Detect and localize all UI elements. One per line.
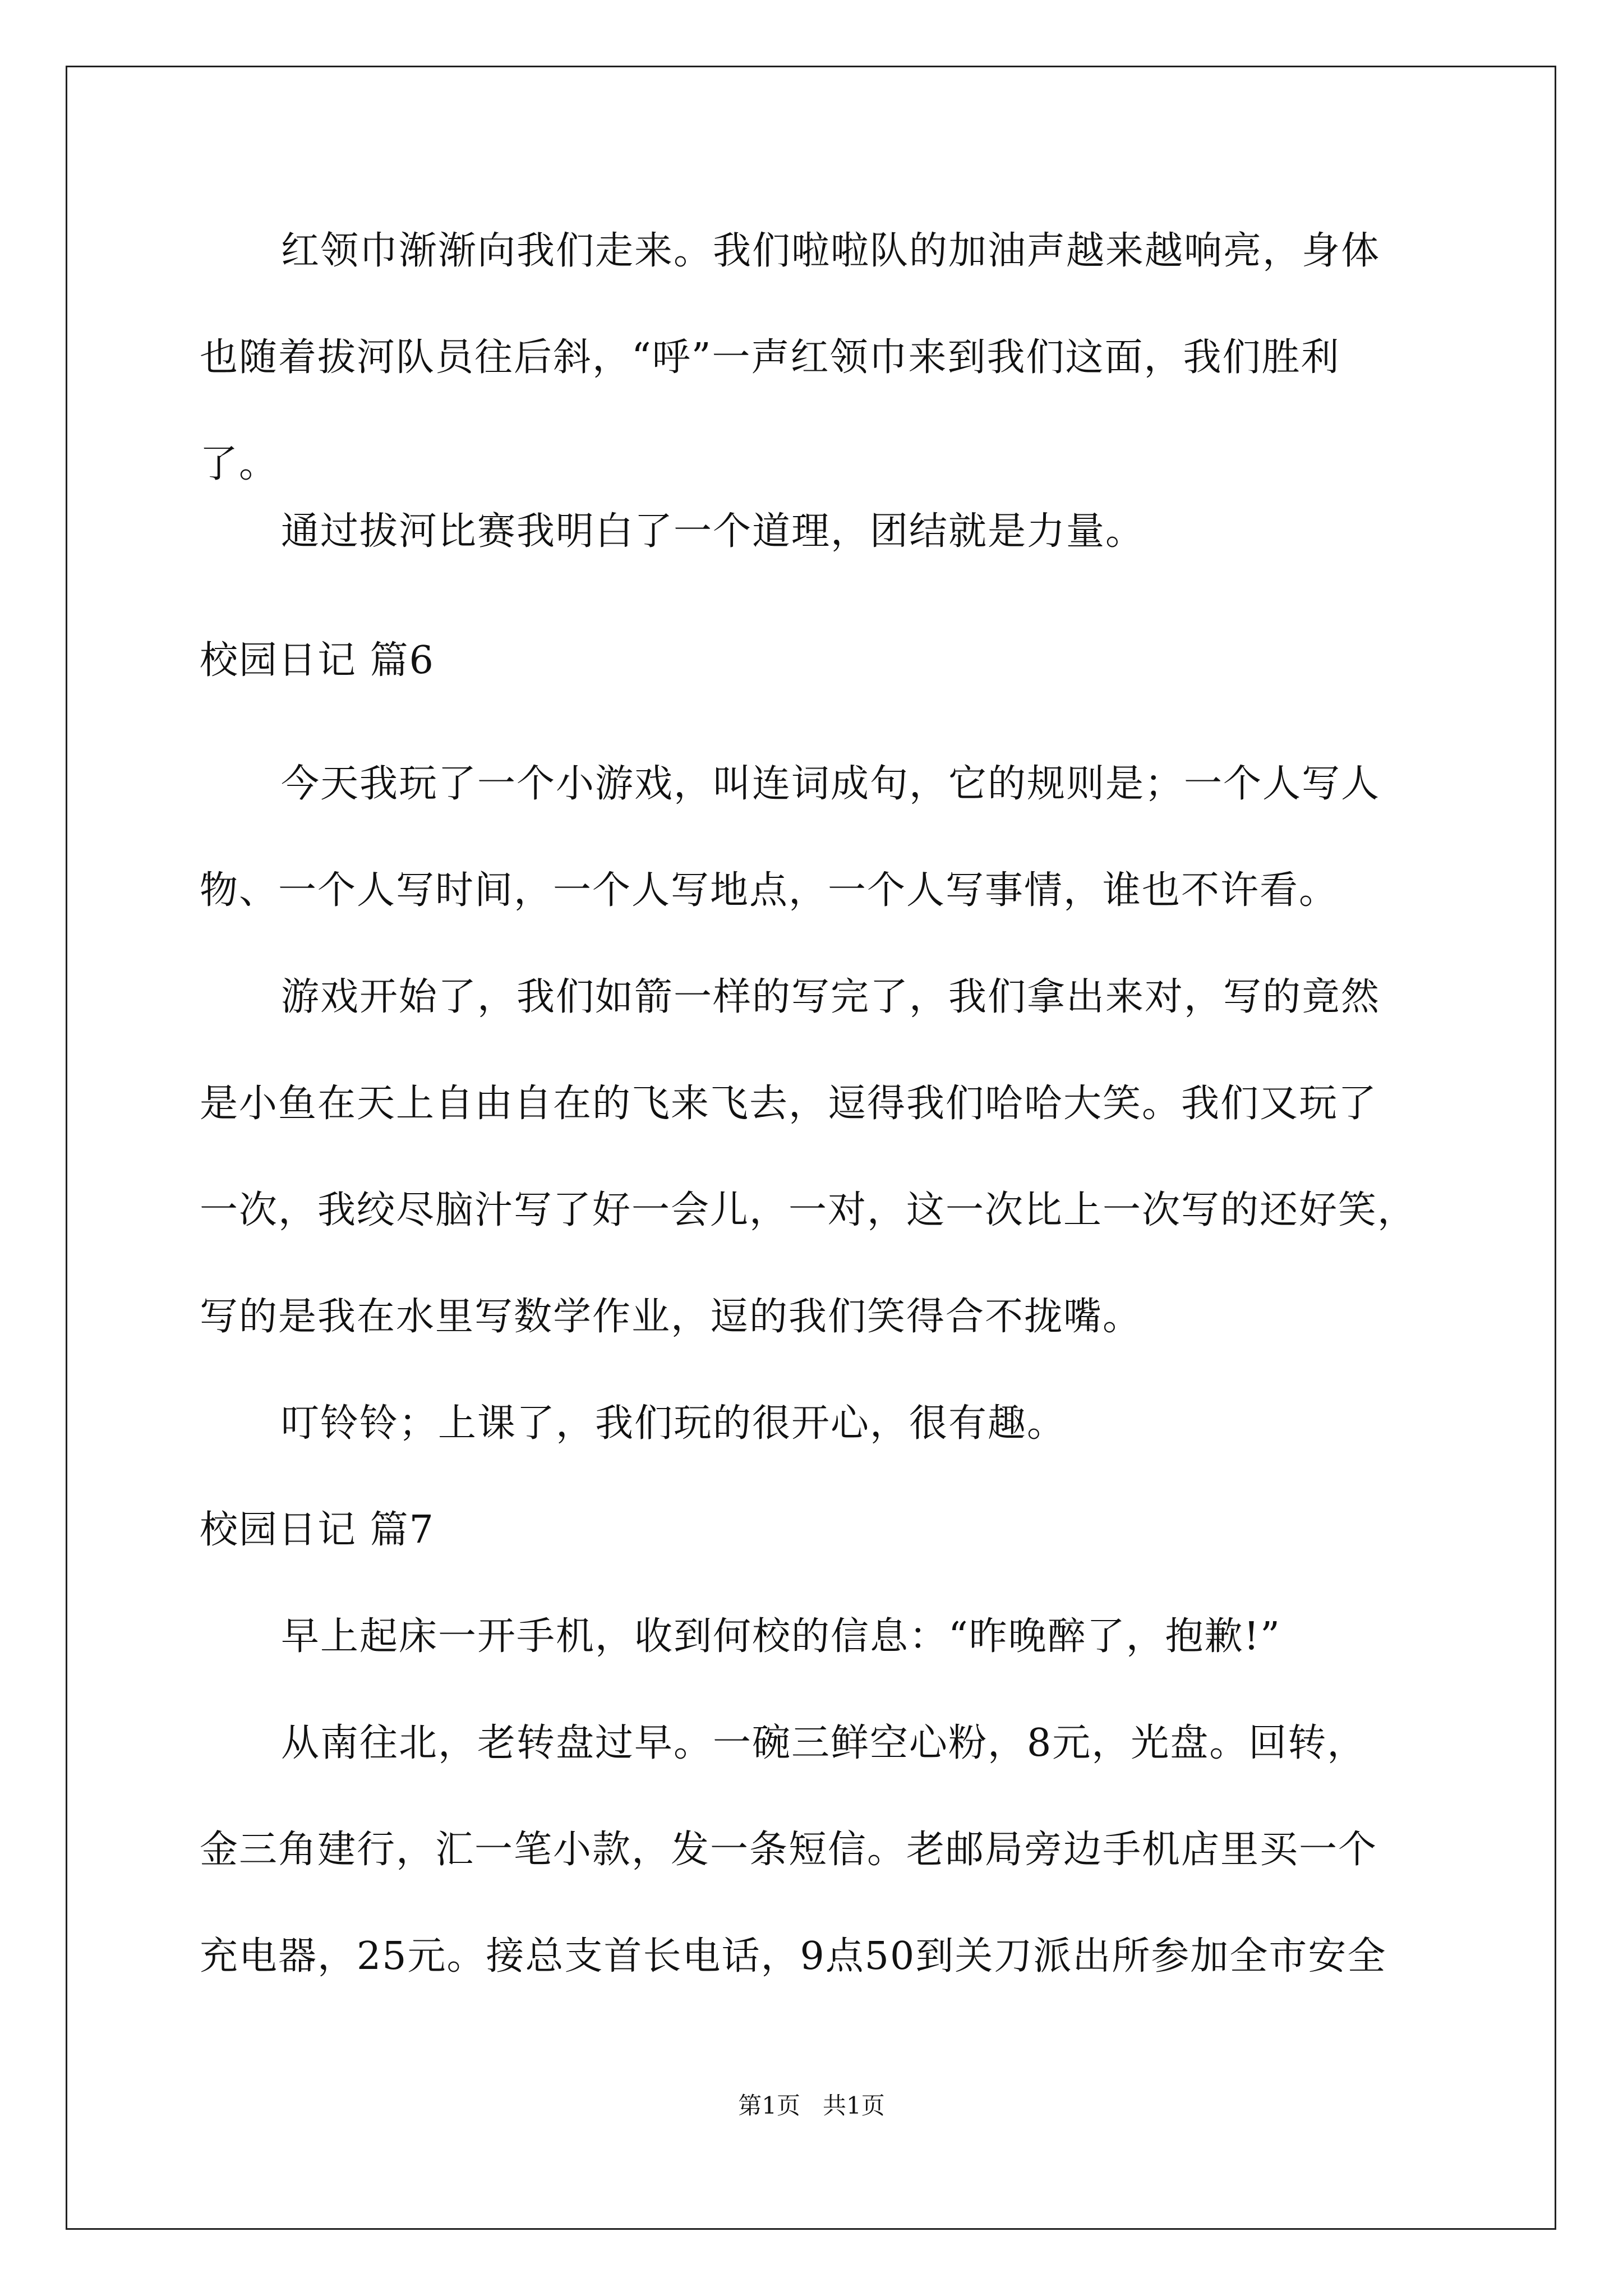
section-heading: 校园日记 篇7: [200, 1508, 435, 1552]
section-heading: 校园日记 篇6: [200, 638, 435, 683]
paragraph-line: 游戏开始了，我们如箭一样的写完了，我们拿出来对，写的竟然: [281, 975, 1381, 1019]
paragraph-line: 物、一个人写时间，一个人写地点，一个人写事情，谁也不许看。: [200, 868, 1339, 913]
page-border: [66, 66, 1556, 2230]
paragraph-line: 是小鱼在天上自由自在的飞来飞去，逗得我们哈哈大笑。我们又玩了: [200, 1082, 1378, 1126]
paragraph-line: 充电器，25元。接总支首长电话，9点50到关刀派出所参加全市安全: [200, 1934, 1387, 1978]
paragraph-line: 今天我玩了一个小游戏，叫连词成句，它的规则是；一个人写人: [281, 762, 1381, 806]
paragraph-line: 红领巾渐渐向我们走来。我们啦啦队的加油声越来越响亮，身体: [281, 229, 1381, 273]
paragraph-line: 早上起床一开手机，收到何校的信息：“昨晚醉了，抱歉!”: [281, 1614, 1281, 1659]
page-footer: 第1页 共1页: [738, 2092, 885, 2119]
paragraph-line: 叮铃铃；上课了，我们玩的很开心，很有趣。: [281, 1401, 1067, 1446]
paragraph-line: 一次，我绞尽脑汁写了好一会儿，一对，这一次比上一次写的还好笑，: [200, 1188, 1417, 1232]
paragraph-line: 了。: [200, 442, 279, 486]
paragraph-line: 写的是我在水里写数学作业，逗的我们笑得合不拢嘴。: [200, 1295, 1142, 1339]
paragraph-line: 从南往北，老转盘过早。一碗三鲜空心粉，8元，光盘。回转，: [281, 1721, 1367, 1765]
paragraph-line: 金三角建行，汇一笔小款，发一条短信。老邮局旁边手机店里买一个: [200, 1828, 1378, 1872]
paragraph-line: 也随着拔河队员往后斜，“呼”一声红领巾来到我们这面，我们胜利: [200, 335, 1340, 380]
paragraph-line: 通过拔河比赛我明白了一个道理，团结就是力量。: [281, 509, 1145, 554]
